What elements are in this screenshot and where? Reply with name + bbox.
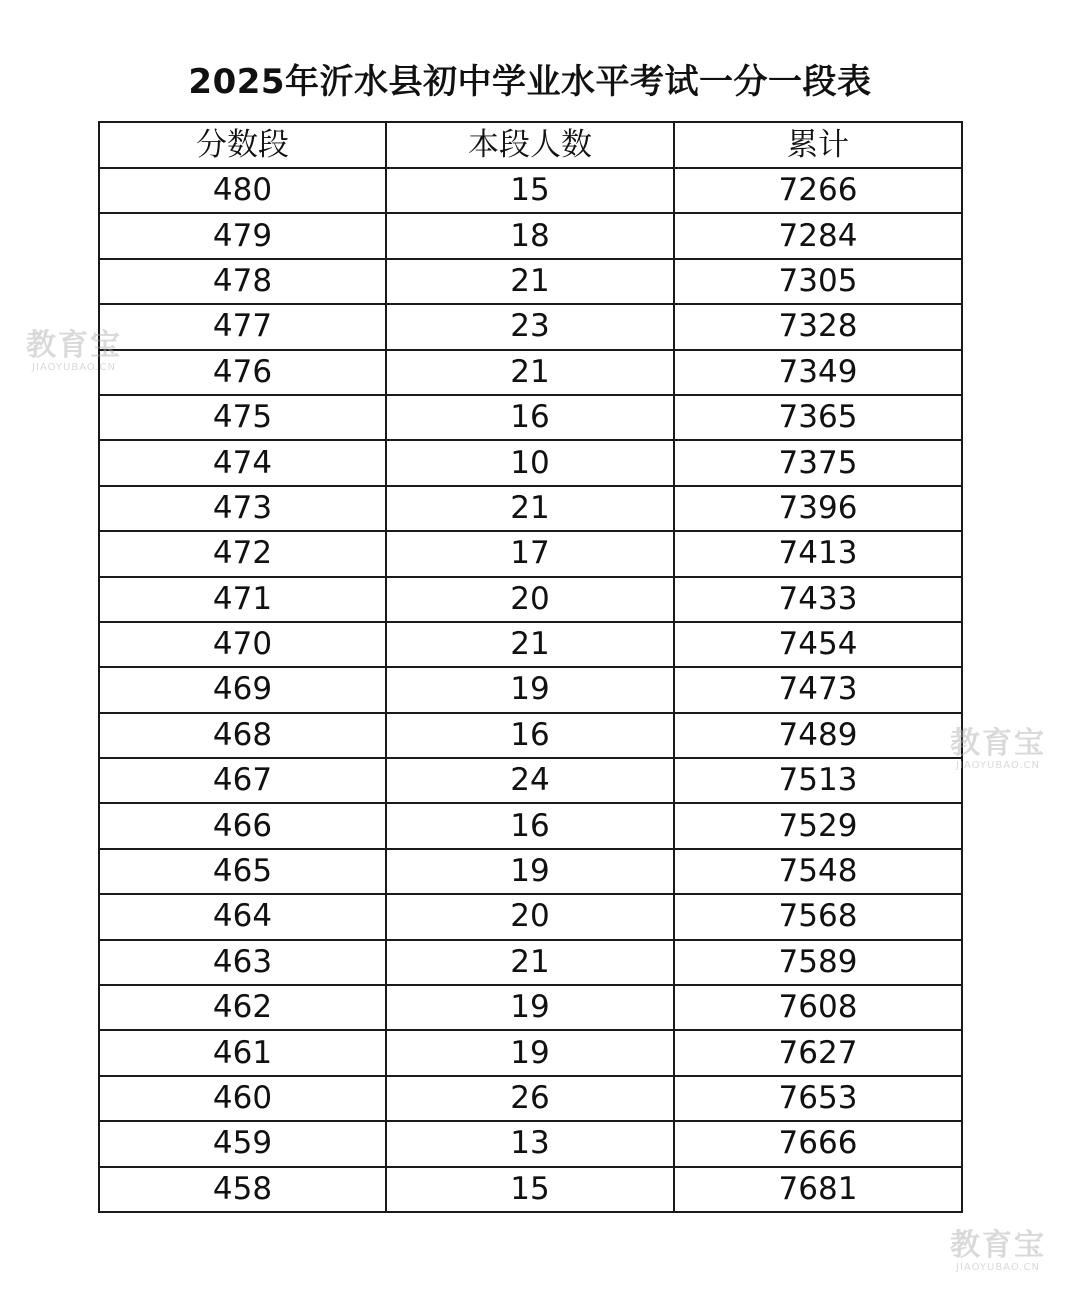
header-segment-count: 本段人数 [386,122,674,168]
cell-score: 469 [99,667,386,712]
table-row [99,577,962,622]
cell-cumulative: 7666 [674,1121,962,1166]
table-row [99,531,962,576]
cell-count: 17 [386,531,674,576]
cell-cumulative: 7375 [674,440,962,485]
cell-count: 19 [386,667,674,712]
cell-cumulative: 7284 [674,213,962,258]
cell-count: 16 [386,395,674,440]
cell-score: 475 [99,395,386,440]
table-body [99,168,962,1212]
cell-count: 21 [386,940,674,985]
cell-count: 19 [386,849,674,894]
cell-count: 21 [386,622,674,667]
cell-score: 467 [99,758,386,803]
table-row [99,213,962,258]
cell-count: 10 [386,440,674,485]
cell-score: 472 [99,531,386,576]
cell-score: 461 [99,1030,386,1075]
table-row [99,758,962,803]
cell-cumulative: 7305 [674,259,962,304]
cell-count: 21 [386,259,674,304]
table-row [99,1167,962,1212]
cell-cumulative: 7266 [674,168,962,213]
cell-count: 23 [386,304,674,349]
cell-count: 18 [386,213,674,258]
score-distribution-table [98,121,963,1213]
table-row [99,803,962,848]
cell-cumulative: 7365 [674,395,962,440]
table-row [99,486,962,531]
watermark-logo: 教育宝 JIAOYUBAO.CN [26,328,122,373]
table-row [99,1076,962,1121]
cell-count: 20 [386,894,674,939]
cell-count: 26 [386,1076,674,1121]
cell-cumulative: 7349 [674,350,962,395]
table-row [99,985,962,1030]
cell-score: 462 [99,985,386,1030]
cell-cumulative: 7413 [674,531,962,576]
cell-score: 465 [99,849,386,894]
table-header-row [99,122,962,168]
cell-cumulative: 7548 [674,849,962,894]
cell-cumulative: 7653 [674,1076,962,1121]
table-row [99,849,962,894]
cell-score: 460 [99,1076,386,1121]
cell-cumulative: 7529 [674,803,962,848]
cell-score: 471 [99,577,386,622]
cell-count: 21 [386,350,674,395]
table-row [99,440,962,485]
table-row [99,713,962,758]
table-row [99,622,962,667]
cell-score: 473 [99,486,386,531]
cell-score: 478 [99,259,386,304]
cell-cumulative: 7681 [674,1167,962,1212]
cell-count: 15 [386,168,674,213]
cell-cumulative: 7568 [674,894,962,939]
watermark-logo: 教育宝 JIAOYUBAO.CN [950,726,1046,771]
cell-score: 459 [99,1121,386,1166]
cell-count: 15 [386,1167,674,1212]
table-row [99,940,962,985]
watermark-logo: 教育宝 JIAOYUBAO.CN [950,1228,1046,1273]
table-row [99,894,962,939]
table-row [99,259,962,304]
cell-count: 16 [386,803,674,848]
table-row [99,1030,962,1075]
table-row [99,1121,962,1166]
cell-score: 470 [99,622,386,667]
header-cumulative: 累计 [674,122,962,168]
cell-cumulative: 7589 [674,940,962,985]
cell-cumulative: 7489 [674,713,962,758]
cell-cumulative: 7473 [674,667,962,712]
cell-score: 479 [99,213,386,258]
cell-score: 464 [99,894,386,939]
cell-cumulative: 7627 [674,1030,962,1075]
page-title: 2025年沂水县初中学业水平考试一分一段表 [188,62,872,102]
cell-cumulative: 7433 [674,577,962,622]
cell-cumulative: 7396 [674,486,962,531]
table-row [99,350,962,395]
table-row [99,304,962,349]
cell-count: 20 [386,577,674,622]
cell-score: 477 [99,304,386,349]
cell-score: 466 [99,803,386,848]
cell-score: 474 [99,440,386,485]
table-row [99,395,962,440]
cell-cumulative: 7454 [674,622,962,667]
cell-score: 458 [99,1167,386,1212]
cell-count: 24 [386,758,674,803]
cell-cumulative: 7328 [674,304,962,349]
header-score-range: 分数段 [99,122,386,168]
cell-count: 13 [386,1121,674,1166]
cell-score: 463 [99,940,386,985]
cell-count: 21 [386,486,674,531]
cell-score: 468 [99,713,386,758]
cell-cumulative: 7513 [674,758,962,803]
cell-score: 480 [99,168,386,213]
table-row [99,168,962,213]
cell-count: 19 [386,1030,674,1075]
cell-score: 476 [99,350,386,395]
cell-cumulative: 7608 [674,985,962,1030]
cell-count: 16 [386,713,674,758]
cell-count: 19 [386,985,674,1030]
table-row [99,667,962,712]
